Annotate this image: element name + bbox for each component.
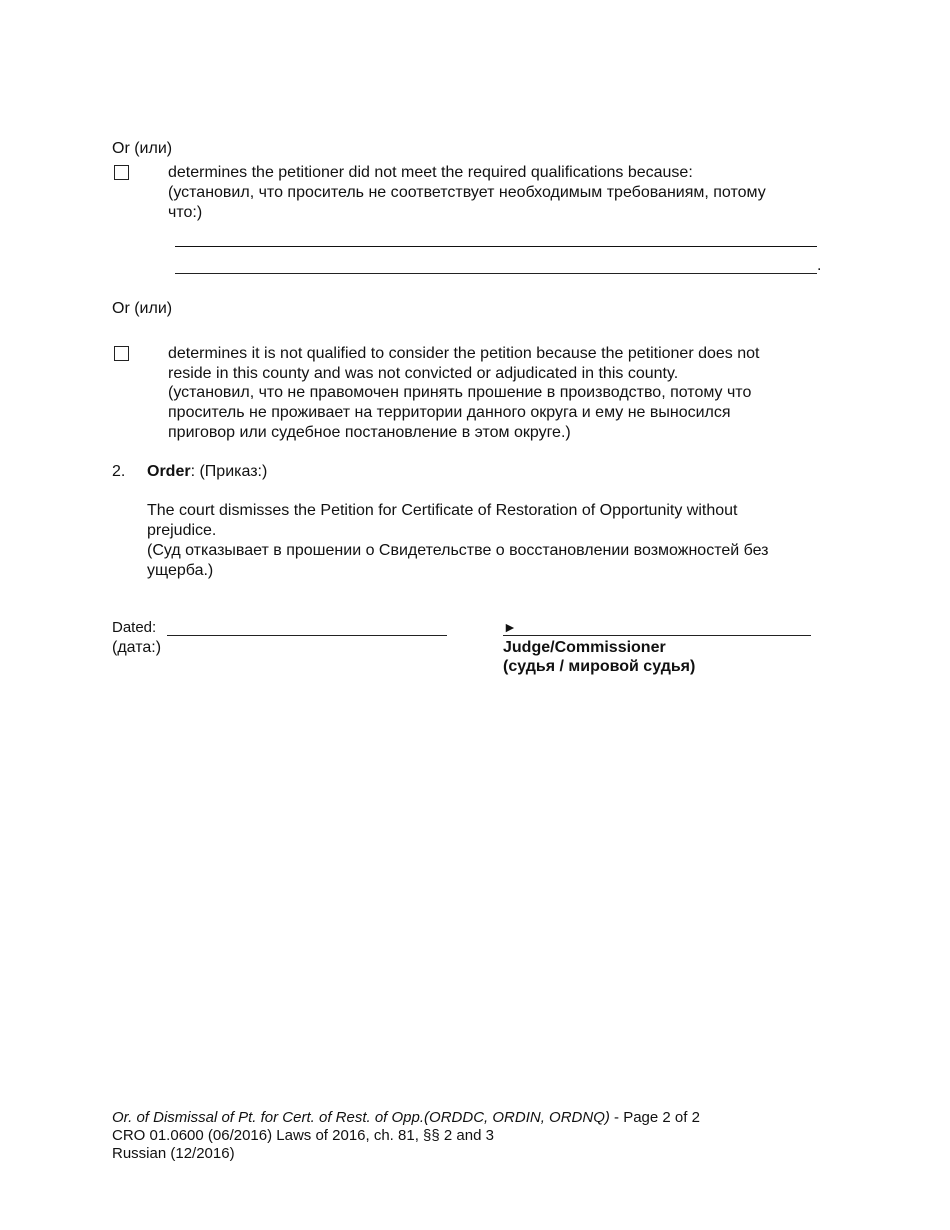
- dated-line[interactable]: [167, 635, 447, 636]
- not-qualified-line-3: (установил, что не правомочен принять прошение в производство, потому что: [168, 384, 752, 401]
- not-qualified-line-4: проситель не проживает на территории данного округа и ему не выносился: [168, 404, 731, 421]
- sign-arrow-icon: ►: [503, 619, 517, 635]
- order-line-2: prejudice.: [147, 522, 217, 539]
- not-qualified-line-1: determines it is not qualified to consider the petition because the petitioner does not: [168, 345, 760, 362]
- order-line-4: ущерба.): [147, 562, 214, 579]
- footer-line-3: Russian (12/2016): [112, 1145, 235, 1162]
- order-title-ru: : (Приказ:): [190, 463, 268, 480]
- order-heading: [147, 462, 267, 482]
- qualifications-text-ru-1: (установил, что проситель не соответствует необходимым требованиям, потому: [168, 184, 766, 201]
- judge-label: Judge/Commissioner: [503, 639, 666, 656]
- footer-line-1: [112, 1109, 700, 1127]
- footer-line-2: CRO 01.0600 (06/2016) Laws of 2016, ch. 81, §§ 2 and 3: [112, 1127, 494, 1144]
- or-label-a: Or (или): [112, 140, 173, 157]
- order-line-3: (Суд отказывает в прошении о Свидетельстве о восстановлении возможностей без: [147, 542, 769, 559]
- qualifications-checkbox[interactable]: [114, 165, 129, 180]
- order-number: 2.: [112, 463, 126, 480]
- judge-signature-line[interactable]: [503, 635, 811, 636]
- footer-page-info: - Page 2 of 2: [609, 1109, 700, 1126]
- reason-line-period: .: [817, 257, 822, 274]
- or-label-b: Or (или): [112, 300, 173, 317]
- reason-line-2[interactable]: [175, 273, 817, 274]
- not-qualified-line-2: reside in this county and was not convicted or adjudicated in this county.: [168, 365, 679, 382]
- reason-line-1[interactable]: [175, 246, 817, 247]
- judge-label-ru: (судья / мировой судья): [503, 658, 696, 675]
- not-qualified-checkbox[interactable]: [114, 346, 129, 361]
- order-title: Order: [147, 463, 191, 480]
- qualifications-text-en: determines the petitioner did not meet the required qualifications because:: [168, 164, 693, 181]
- footer-form-title: Or. of Dismissal of Pt. for Cert. of Rest. of Opp.(ORDDC, ORDIN, ORDNQ): [112, 1109, 610, 1126]
- dated-label-ru: (дата:): [112, 639, 162, 656]
- order-line-1: The court dismisses the Petition for Certificate of Restoration of Opportunity without: [147, 502, 738, 519]
- qualifications-text-ru-2: что:): [168, 204, 203, 221]
- dated-label: Dated:: [112, 619, 157, 636]
- not-qualified-line-5: приговор или судебное постановление в этом округе.): [168, 424, 571, 441]
